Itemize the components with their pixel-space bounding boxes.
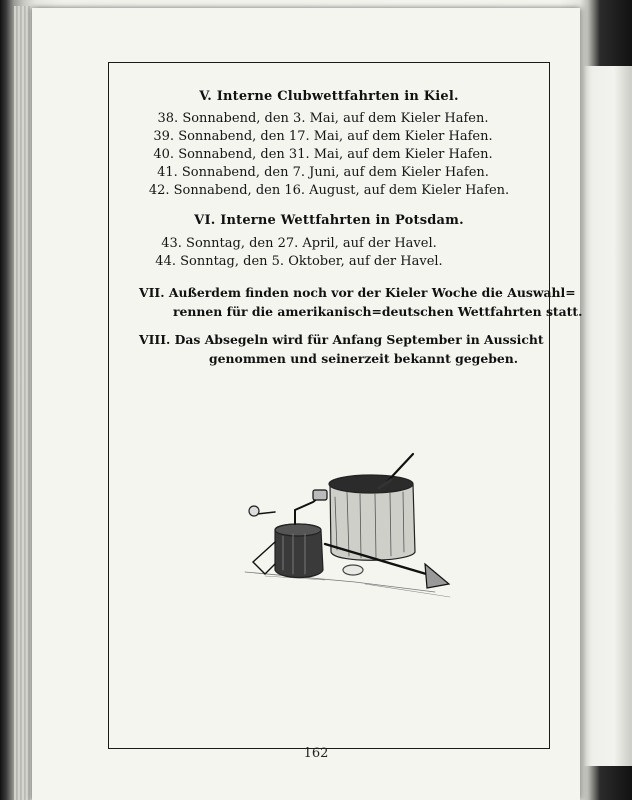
section-vii-line-2: rennen für die amerikanisch=deutschen Wettfahrten statt.: [173, 304, 583, 319]
book-page-edges: [14, 6, 30, 800]
next-page-edge: [584, 66, 632, 766]
entry-42: 42. Sonnabend, den 16. August, auf dem Kieler Hafen.: [148, 183, 510, 198]
section-v-heading: V. Interne Clubwettfahrten in Kiel.: [199, 89, 459, 104]
section-vi-heading: VI. Interne Wettfahrten in Potsdam.: [194, 213, 464, 228]
text-frame: [108, 62, 583, 749]
page-number: 162: [303, 746, 329, 761]
entry-39: 39. Sonnabend, den 17. Mai, auf dem Kieler Hafen.: [153, 129, 493, 144]
section-viii-line-1: VIII. Das Absegeln wird für Anfang September in Aussicht: [139, 332, 544, 347]
blowtorch-and-tar-pot-illustration: [235, 452, 465, 602]
entry-43: 43. Sonntag, den 27. April, auf der Havel.: [161, 236, 437, 251]
entry-38: 38. Sonnabend, den 3. Mai, auf dem Kieler Hafen.: [157, 111, 489, 126]
entry-40: 40. Sonnabend, den 31. Mai, auf dem Kieler Hafen.: [153, 147, 493, 162]
entry-41: 41. Sonnabend, den 7. Juni, auf dem Kieler Hafen.: [157, 165, 489, 180]
section-viii-line-2: genommen und seinerzeit bekannt gegeben.: [209, 351, 519, 366]
entry-44: 44. Sonntag, den 5. Oktober, auf der Havel.: [155, 254, 443, 269]
section-vii-line-1: VII. Außerdem finden noch vor der Kieler Woche die Auswahl=: [139, 285, 576, 300]
